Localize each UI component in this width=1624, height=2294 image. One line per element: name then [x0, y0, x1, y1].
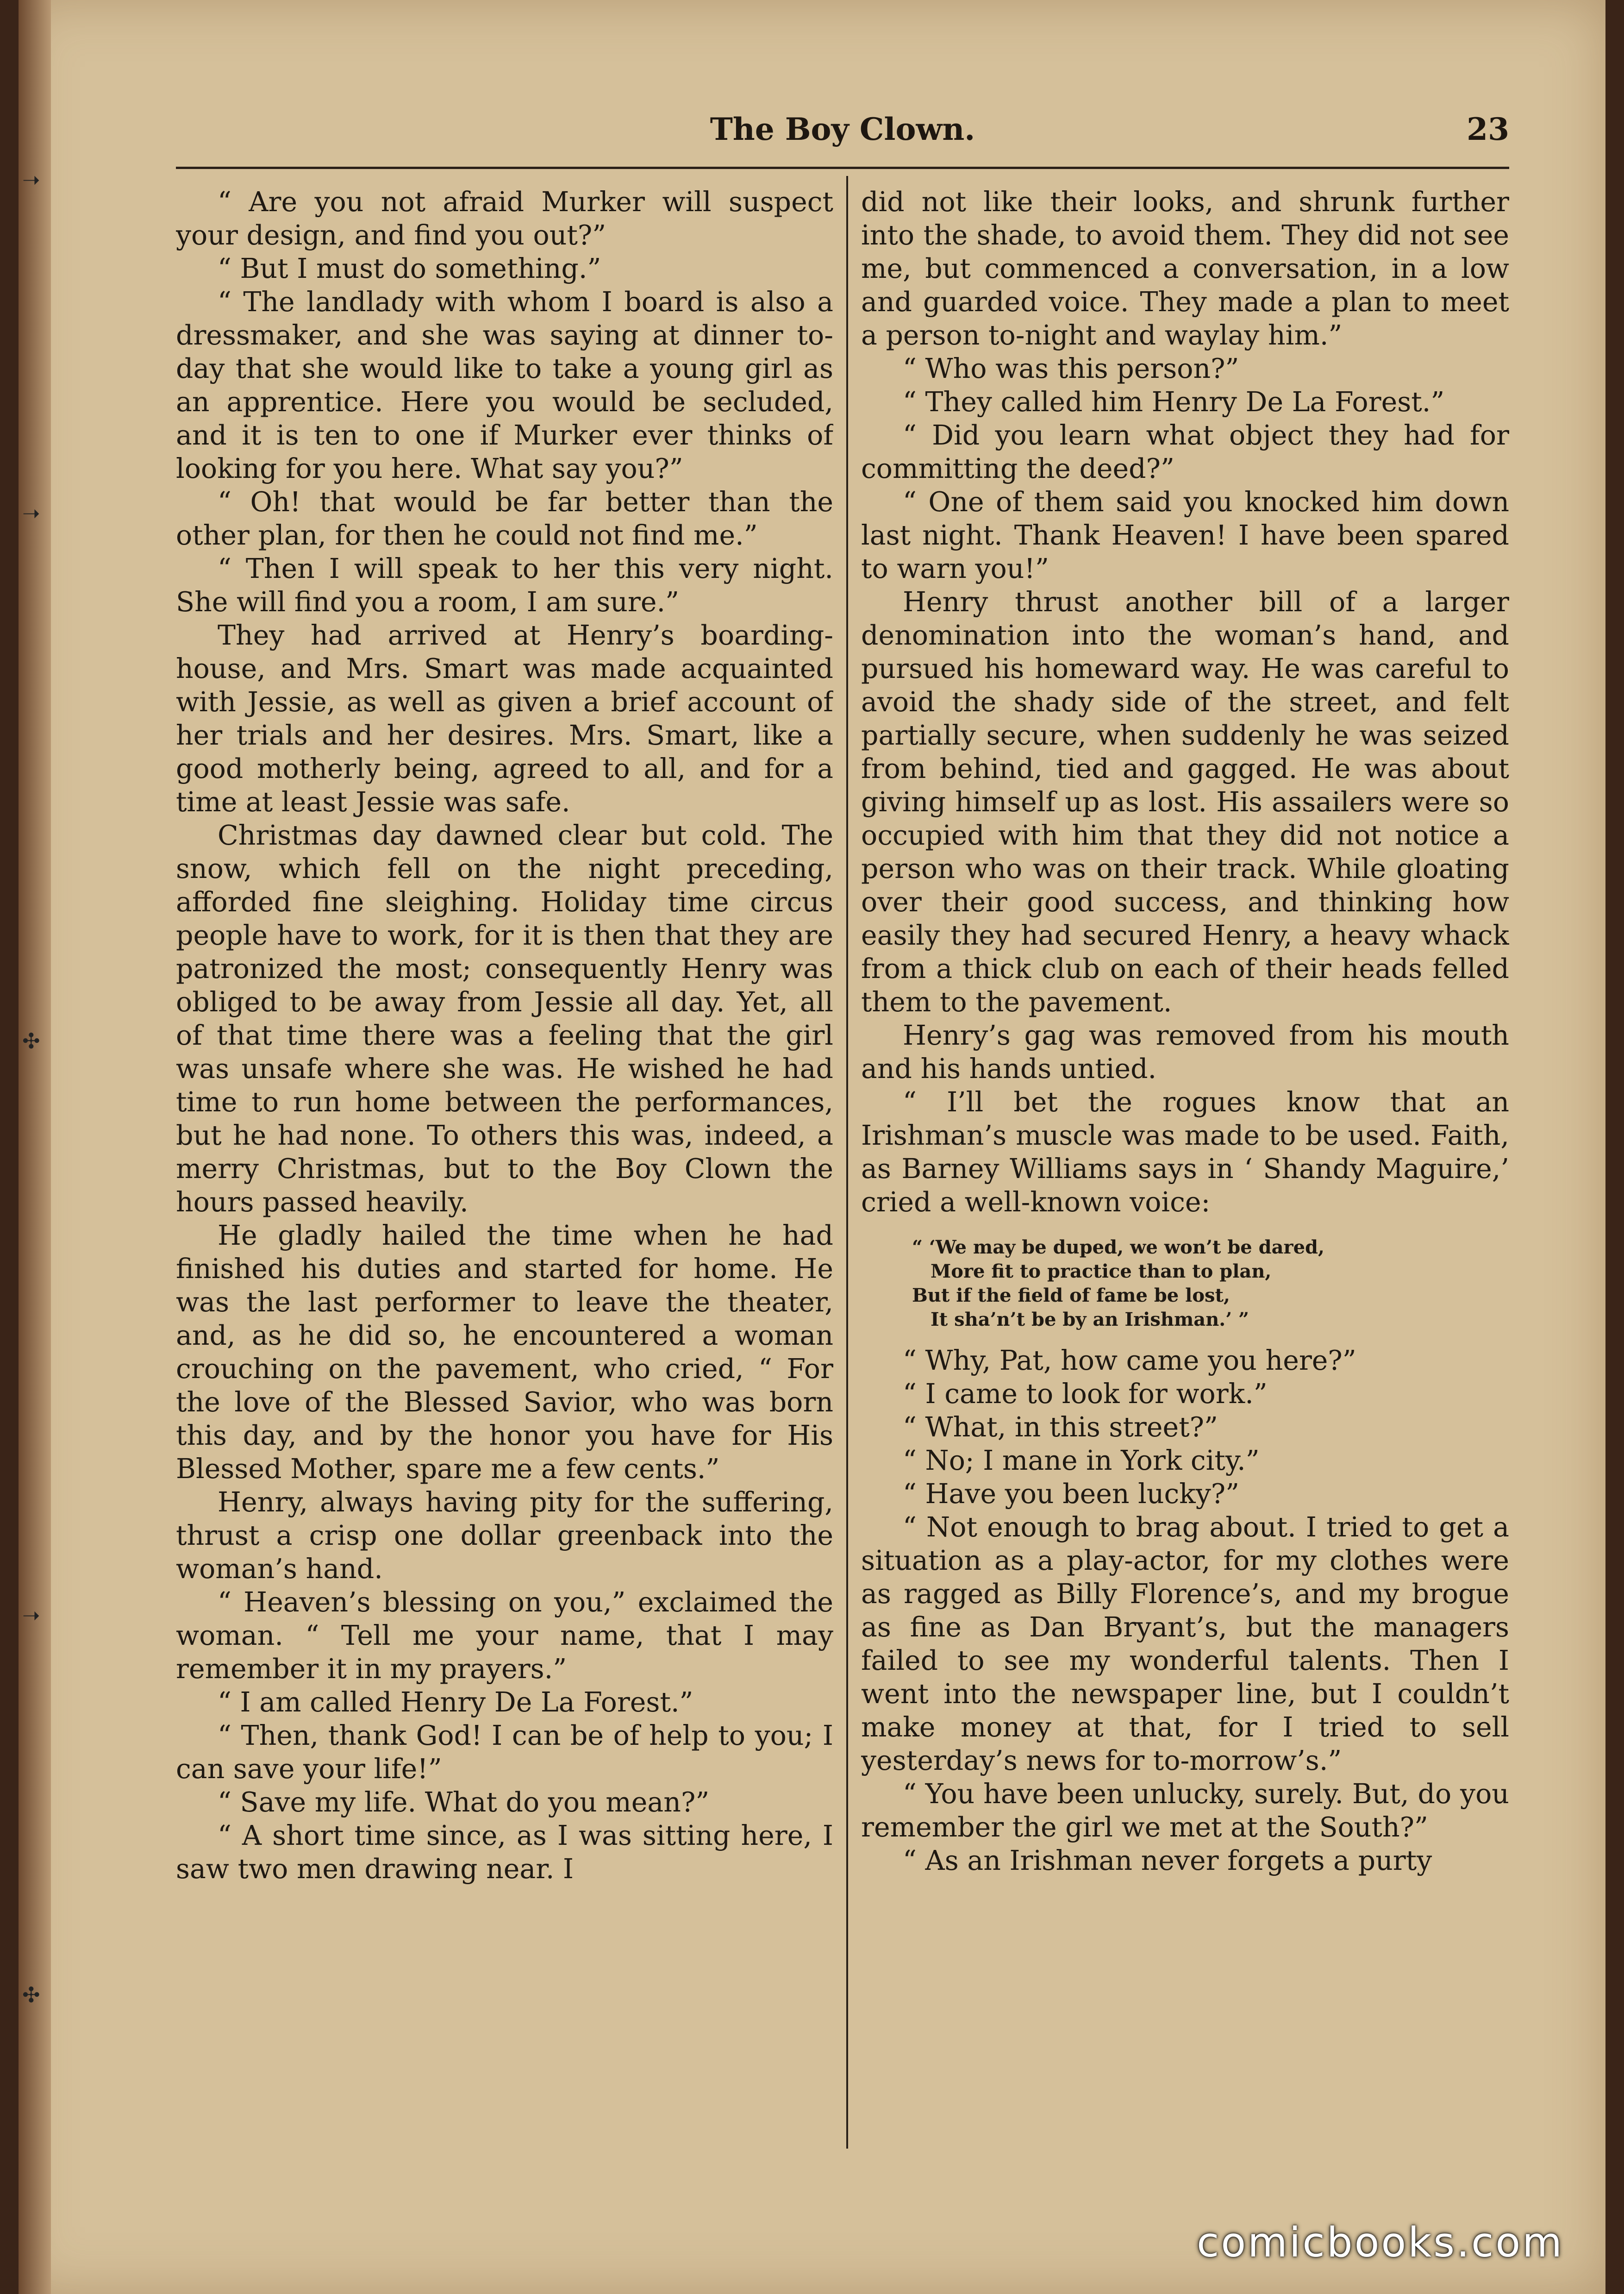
paragraph: “ They called him Henry De La Forest.” [903, 386, 1445, 418]
paragraph: “ One of them said you knocked him down last night. Thank Heaven! I have been spared to warn you!” [861, 486, 1509, 584]
paragraph: did not like their looks, and shrunk further into the shade, to avoid them. They did not see me, but commenced a conversation, in a low and guarded voice. They made a plan to meet a person to-night and waylay him.” [861, 186, 1509, 351]
verse-line: “ ‘We may be duped, we won’t be dared, [912, 1236, 1324, 1258]
paragraph: Christmas day dawned clear but cold. The snow, which fell on the night preceding, afforded fine sleighing. Holiday time circus people have to work, for it is then that they are patronized the most; consequently Henry was obliged to be away from Jessie all day. Yet, all of that time there was a feeling that the girl was unsafe where she was. He wished he had time to run home between the performances, but he had none. To others this was, indeed, a merry Christmas, but to the Boy Clown the hours passed heavily. [176, 820, 833, 1218]
paragraph: “ Why, Pat, how came you here?” [903, 1345, 1356, 1376]
paragraph: “ Not enough to brag about. I tried to get a situation as a play-actor, for my clothes were as ragged as Billy Florence’s, and my brogue as fine as Dan Bryant’s, but the managers failed to see my wonderful talents. Then I went into the newspaper line, but I couldn’t make money at that, for I tried to sell yesterday’s news for to-morrow’s.” [861, 1511, 1509, 1776]
stitch-mark: ➝ [22, 501, 40, 526]
paragraph: “ A short time since, as I was sitting here, I saw two men drawing near. I [176, 1820, 833, 1885]
paragraph: “ Then, thank God! I can be of help to you; I can save your life!” [176, 1720, 833, 1785]
stitch-mark: ➝ [22, 1603, 40, 1628]
paragraph: “ I’ll bet the rogues know that an Irishman’s muscle was made to be used. Faith, as Barney Williams says in ‘ Shandy Maguire,’ cried a well-known voice: [861, 1086, 1509, 1218]
watermark: comicbooks.com [1196, 2219, 1564, 2266]
paragraph: Henry thrust another bill of a larger denomination into the woman’s hand, and pursued his homeward way. He was careful to avoid the shady side of the street, and felt partially secure, when suddenly he was seized from behind, tied and gagged. He was about giving himself up as lost. His assailers were so occupied with him that they did not notice a person who was on their track. While gloating over their good success, and thinking how easily they had secured Henry, a heavy whack from a thick club on each of their heads felled them to the pavement. [861, 586, 1509, 1018]
paragraph: “ I came to look for work.” [903, 1378, 1268, 1410]
book-page [19, 0, 1605, 2294]
paragraph: “ Save my life. What do you mean?” [218, 1786, 710, 1818]
paragraph: “ What, in this street?” [903, 1411, 1218, 1443]
text-column-left [176, 185, 833, 2139]
paragraph: “ But I must do something.” [218, 253, 601, 284]
paragraph: “ You have been unlucky, surely. But, do you remember the girl we met at the South?” [861, 1778, 1509, 1843]
paragraph: “ The landlady with whom I board is also a dressmaker, and she was saying at dinner to-day that she would like to take a young girl as an apprentice. Here you would be secluded, and it is ten to one if Murker ever thinks of looking for you here. What say you?” [176, 286, 833, 484]
paragraph: He gladly hailed the time when he had finished his duties and started for home. He was the last performer to leave the theater, and, as he did so, he encountered a woman crouching on the pavement, who cried, “ For the love of the Blessed Savior, who was born this day, and by the honor you have for His Blessed Mother, spare me a few cents.” [176, 1220, 833, 1485]
running-title: The Boy Clown. [710, 111, 975, 147]
paragraph: Henry’s gag was removed from his mouth and his hands untied. [861, 1020, 1509, 1084]
stitch-mark: ✣ [22, 1028, 40, 1053]
paragraph: “ I am called Henry De La Forest.” [218, 1686, 693, 1718]
paragraph: “ Who was this person?” [903, 353, 1239, 384]
paragraph: Henry, always having pity for the suffering, thrust a crisp one dollar greenback into the woman’s hand. [176, 1486, 833, 1585]
column-divider [846, 176, 848, 2149]
page-number: 23 [1467, 111, 1509, 147]
paragraph: They had arrived at Henry’s boarding-house, and Mrs. Smart was made acquainted with Jessie, as well as given a brief account of her trials and her desires. Mrs. Smart, like a good motherly being, agreed to all, and for a time at least Jessie was safe. [176, 620, 833, 818]
paragraph: “ Have you been lucky?” [903, 1478, 1240, 1510]
paragraph: “ Oh! that would be far better than the other plan, for then he could not find me.” [176, 486, 833, 551]
paragraph: “ Heaven’s blessing on you,” exclaimed the woman. “ Tell me your name, that I may remember it in my prayers.” [176, 1586, 833, 1685]
page-header [176, 111, 1509, 169]
binding-gutter [19, 0, 51, 2294]
paragraph: “ No; I mane in York city.” [903, 1445, 1260, 1476]
paragraph: “ Did you learn what object they had for committing the deed?” [861, 420, 1509, 484]
verse-line: More fit to practice than to plan, [931, 1260, 1272, 1282]
stitch-mark: ✣ [22, 1982, 40, 2007]
paragraph: “ As an Irishman never forgets a purty [903, 1845, 1432, 1876]
verse-line: But if the field of fame be lost, [912, 1285, 1230, 1306]
paragraph: “ Then I will speak to her this very night. She will find you a room, I am sure.” [176, 553, 833, 618]
verse-quote [912, 1235, 1509, 1332]
text-column-right [861, 185, 1509, 2139]
paragraph: “ Are you not afraid Murker will suspect your design, and find you out?” [176, 186, 833, 251]
stitch-mark: ➝ [22, 167, 40, 192]
verse-line: It sha’n’t be by an Irishman.’ ” [931, 1309, 1249, 1330]
